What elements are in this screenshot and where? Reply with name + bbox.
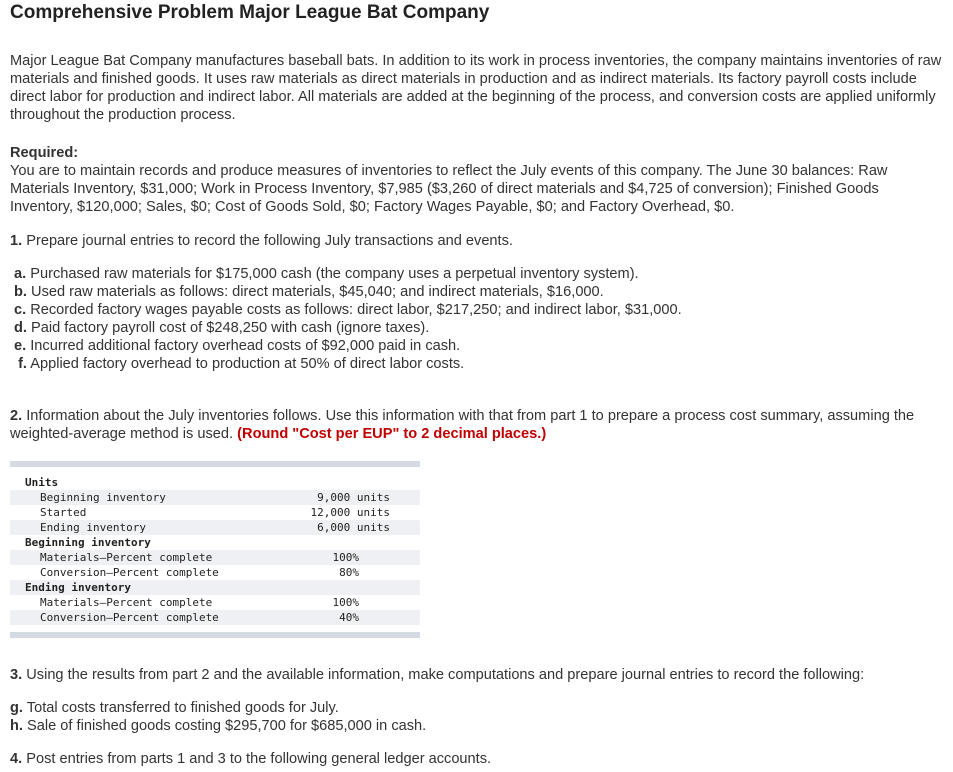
row-label: Beginning inventory: [25, 536, 151, 549]
item-letter: a.: [14, 266, 27, 282]
question-1-items: [10, 265, 943, 373]
table-row: [10, 550, 420, 565]
row-label: Ending inventory: [10, 580, 279, 595]
question-3-number: 3.: [10, 667, 23, 683]
row-label: Conversion—Percent complete: [10, 610, 279, 625]
question-2-number: 2.: [10, 408, 23, 424]
row-value: [279, 580, 420, 595]
question-4: [10, 750, 943, 768]
row-value: 100%: [332, 596, 359, 609]
row-value: 80%: [339, 566, 359, 579]
required-label: Required:: [10, 145, 79, 161]
item-text: Total costs transferred to finished goods for July.: [26, 700, 339, 716]
list-item: [14, 355, 943, 373]
required-text: You are to maintain records and produce measures of inventories to reflect the July events of this company. The June 30 balances: Raw Materials Inventory, $31,000; Work in Process Inventory, $7,985 ($3,260 of direct materials and $4,725 of conversion); Finished Goods Inventory, $120,000; Sales, $0; Cost of Goods Sold, $0; Factory Wages Payable, $0; and Factory Overhead, $0.: [10, 163, 888, 215]
list-item: [14, 265, 943, 283]
item-text: Incurred additional factory overhead costs of $92,000 paid in cash.: [30, 338, 461, 354]
table-row: [10, 475, 420, 490]
row-value: 12,000 units: [310, 506, 390, 519]
item-text: Recorded factory wages payable costs as follows: direct labor, $217,250; and indirect labor, $31,000.: [30, 302, 682, 318]
question-4-number: 4.: [10, 751, 23, 767]
question-4-text: Post entries from parts 1 and 3 to the following general ledger accounts.: [26, 751, 492, 767]
item-letter: e.: [14, 338, 27, 354]
table-row: [10, 520, 420, 535]
list-item: [14, 319, 943, 337]
row-value: 40%: [279, 610, 420, 625]
question-3-items: [10, 699, 943, 735]
item-text: Purchased raw materials for $175,000 cash (the company uses a perpetual inventory system).: [30, 266, 639, 282]
item-letter: c.: [14, 302, 27, 318]
question-1: [10, 232, 943, 250]
list-item: [14, 301, 943, 319]
question-2-text: Information about the July inventories follows. Use this information with that from part 1 to prepare a process cost summary, assuming the weighted-average method is used.: [10, 408, 915, 442]
table-row: [10, 490, 420, 505]
question-3-text: Using the results from part 2 and the available information, make computations and prepare journal entries to record the following:: [26, 667, 865, 683]
intro-paragraph: Major League Bat Company manufactures baseball bats. In addition to its work in process inventories, the company maintains inventories of raw materials and finished goods. It uses raw materials as direct materials in production and as indirect materials. Its factory payroll costs include direct labor for production and indirect labor. All materials are added at the beginning of the process, and conversion costs are applied uniformly throughout the production process.: [10, 53, 942, 123]
list-item: [10, 699, 943, 717]
list-item: [14, 337, 943, 355]
list-item: [10, 717, 943, 735]
table-row: [10, 565, 420, 580]
row-value: 100%: [279, 550, 420, 565]
list-item: [14, 283, 943, 301]
table-bottom-band: [10, 632, 420, 638]
item-text: Used raw materials as follows: direct materials, $45,040; and indirect materials, $16,000.: [31, 284, 604, 300]
question-3: [10, 666, 943, 684]
row-value: [279, 535, 420, 550]
row-value: 6,000 units: [279, 520, 420, 535]
row-label: Materials—Percent complete: [40, 596, 213, 609]
row-label: Started: [40, 506, 87, 519]
row-label: Ending inventory: [10, 520, 279, 535]
table-row: [10, 535, 420, 550]
question-2: [10, 407, 943, 443]
item-letter: f.: [18, 356, 27, 372]
row-label: Conversion—Percent complete: [40, 566, 219, 579]
row-label: Units: [25, 476, 59, 489]
problem-title: Comprehensive Problem Major League Bat Company: [10, 2, 490, 23]
row-label: Materials—Percent complete: [10, 550, 279, 565]
row-label: Beginning inventory: [10, 490, 279, 505]
rounding-note: (Round "Cost per EUP" to 2 decimal places.): [237, 426, 547, 442]
item-text: Applied factory overhead to production at 50% of direct labor costs.: [30, 356, 465, 372]
units-table: [10, 475, 420, 625]
row-value: [279, 475, 420, 490]
item-letter: g.: [10, 700, 23, 716]
units-table-container: [10, 461, 420, 638]
question-1-text: Prepare journal entries to record the following July transactions and events.: [26, 233, 513, 249]
table-row: [10, 610, 420, 625]
table-row: [10, 595, 420, 610]
row-value: 9,000 units: [279, 490, 420, 505]
table-row: [10, 505, 420, 520]
item-text: Paid factory payroll cost of $248,250 with cash (ignore taxes).: [31, 320, 430, 336]
table-row: [10, 580, 420, 595]
item-letter: d.: [14, 320, 27, 336]
item-letter: b.: [14, 284, 27, 300]
item-letter: h.: [10, 718, 23, 734]
item-text: Sale of finished goods costing $295,700 for $685,000 in cash.: [27, 718, 427, 734]
question-1-number: 1.: [10, 233, 23, 249]
